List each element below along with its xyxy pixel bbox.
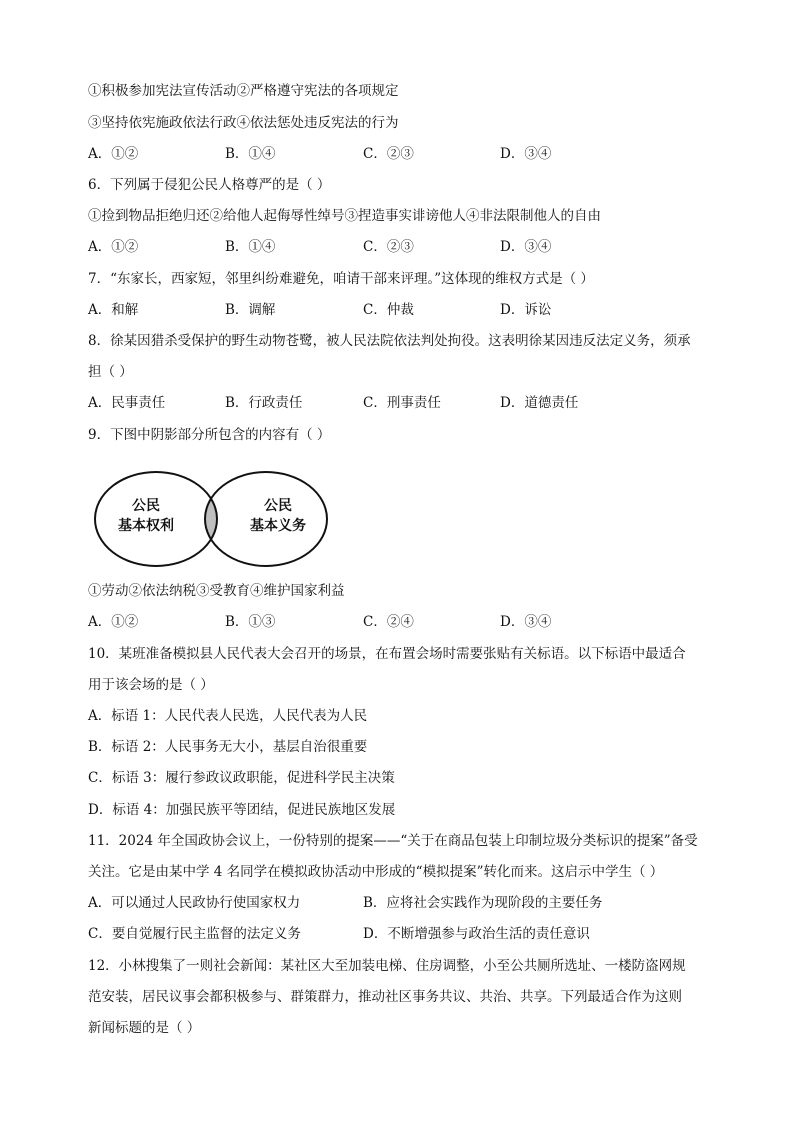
option-b[interactable]: B．①③ xyxy=(225,614,276,630)
q9-stem: 9．下图中阴影部分所包含的内容有（ ） xyxy=(88,427,331,443)
option-c[interactable]: C．②③ xyxy=(363,146,414,162)
option-d[interactable]: D．③④ xyxy=(500,146,552,162)
q10-option-d[interactable]: D．标语 4：加强民族平等团结，促进民族地区发展 xyxy=(88,802,396,818)
option-d[interactable]: D．③④ xyxy=(500,239,552,255)
q12-stem-line-3: 新闻标题的是（ ） xyxy=(88,1020,201,1036)
q5-options xyxy=(88,145,728,163)
option-a[interactable]: A．①② xyxy=(88,239,139,255)
option-a[interactable]: A．①② xyxy=(88,146,139,162)
option-b[interactable]: B．①④ xyxy=(225,239,276,255)
option-c[interactable]: C．②③ xyxy=(363,239,414,255)
q10-stem-line-2: 用于该会场的是（ ） xyxy=(88,677,214,693)
q5-item-line-1: ①积极参加宪法宣传活动②严格遵守宪法的各项规定 xyxy=(88,83,399,99)
q6-items: ①捡到物品拒绝归还②给他人起侮辱性绰号③捏造事实诽谤他人④非法限制他人的自由 xyxy=(88,208,601,224)
q5-item-line-2: ③坚持依宪施政依法行政④依法惩处违反宪法的行为 xyxy=(88,115,399,131)
q7-stem: 7．“东家长，西家短，邻里纠纷难避免，咱请干部来评理。”这体现的维权方式是（ ） xyxy=(88,271,594,287)
option-c[interactable]: C．要自觉履行民主监督的法定义务 xyxy=(88,926,301,942)
option-d[interactable]: D．道德责任 xyxy=(500,395,579,411)
option-c[interactable]: C．②④ xyxy=(363,614,414,630)
q10-option-b[interactable]: B．标语 2：人民事务无大小，基层自治很重要 xyxy=(88,739,368,755)
option-a[interactable]: A．和解 xyxy=(88,302,139,318)
option-b[interactable]: B．应将社会实践作为现阶段的主要任务 xyxy=(363,895,603,911)
option-d[interactable]: D．诉讼 xyxy=(500,302,552,318)
option-c[interactable]: C．刑事责任 xyxy=(363,395,441,411)
venn-left-label-1: 公民 xyxy=(132,498,160,514)
venn-left-label-2: 基本权利 xyxy=(118,518,174,534)
q7-options xyxy=(88,301,728,319)
option-a[interactable]: A．可以通过人民政协行使国家权力 xyxy=(88,895,301,911)
q11-options-row-2 xyxy=(88,925,728,943)
option-a[interactable]: A．①② xyxy=(88,614,139,630)
q11-stem-line-2: 关注。它是由某中学 4 名同学在模拟政协活动中形成的“模拟提案”转化而来。这启示中学生（ ） xyxy=(88,864,664,880)
q8-stem-line-1: 8．徐某因猎杀受保护的野生动物苍鹭，被人民法院依法判处拘役。这表明徐某因违反法定义务，须承 xyxy=(88,333,691,349)
venn-diagram xyxy=(94,470,330,568)
q9-options xyxy=(88,613,728,631)
option-d[interactable]: D．不断增强参与政治生活的责任意识 xyxy=(363,926,590,942)
q6-stem: 6．下列属于侵犯公民人格尊严的是（ ） xyxy=(88,177,331,193)
q9-items: ①劳动②依法纳税③受教育④维护国家利益 xyxy=(88,583,345,599)
q10-stem-line-1: 10．某班准备模拟县人民代表大会召开的场景，在布置会场时需要张贴有关标语。以下标语中最适合 xyxy=(88,646,686,662)
venn-right-label-2: 基本义务 xyxy=(250,518,306,534)
q11-options-row-1 xyxy=(88,894,728,912)
q12-stem-line-2: 范安装，居民议事会都积极参与、群策群力，推动社区事务共议、共治、共享。下列最适合作为这则 xyxy=(88,989,682,1005)
option-a[interactable]: A．民事责任 xyxy=(88,395,166,411)
q6-options xyxy=(88,238,728,256)
option-d[interactable]: D．③④ xyxy=(500,614,552,630)
q11-stem-line-1: 11．2024 年全国政协会议上，一份特别的提案——“关于在商品包装上印制垃圾分类标识的提案”备受 xyxy=(88,833,698,849)
option-c[interactable]: C．仲裁 xyxy=(363,302,414,318)
q8-options xyxy=(88,394,728,412)
option-b[interactable]: B．①④ xyxy=(225,146,276,162)
q10-option-c[interactable]: C．标语 3：履行参政议政职能，促进科学民主决策 xyxy=(88,770,395,786)
q12-stem-line-1: 12．小林搜集了一则社会新闻：某社区大至加装电梯、住房调整，小至公共厕所选址、一楼防盗网规 xyxy=(88,958,686,974)
q8-stem-line-2: 担（ ） xyxy=(88,364,133,380)
venn-right-label-1: 公民 xyxy=(264,498,292,514)
q10-option-a[interactable]: A．标语 1：人民代表人民选，人民代表为人民 xyxy=(88,708,368,724)
option-b[interactable]: B．行政责任 xyxy=(225,395,303,411)
option-b[interactable]: B．调解 xyxy=(225,302,276,318)
